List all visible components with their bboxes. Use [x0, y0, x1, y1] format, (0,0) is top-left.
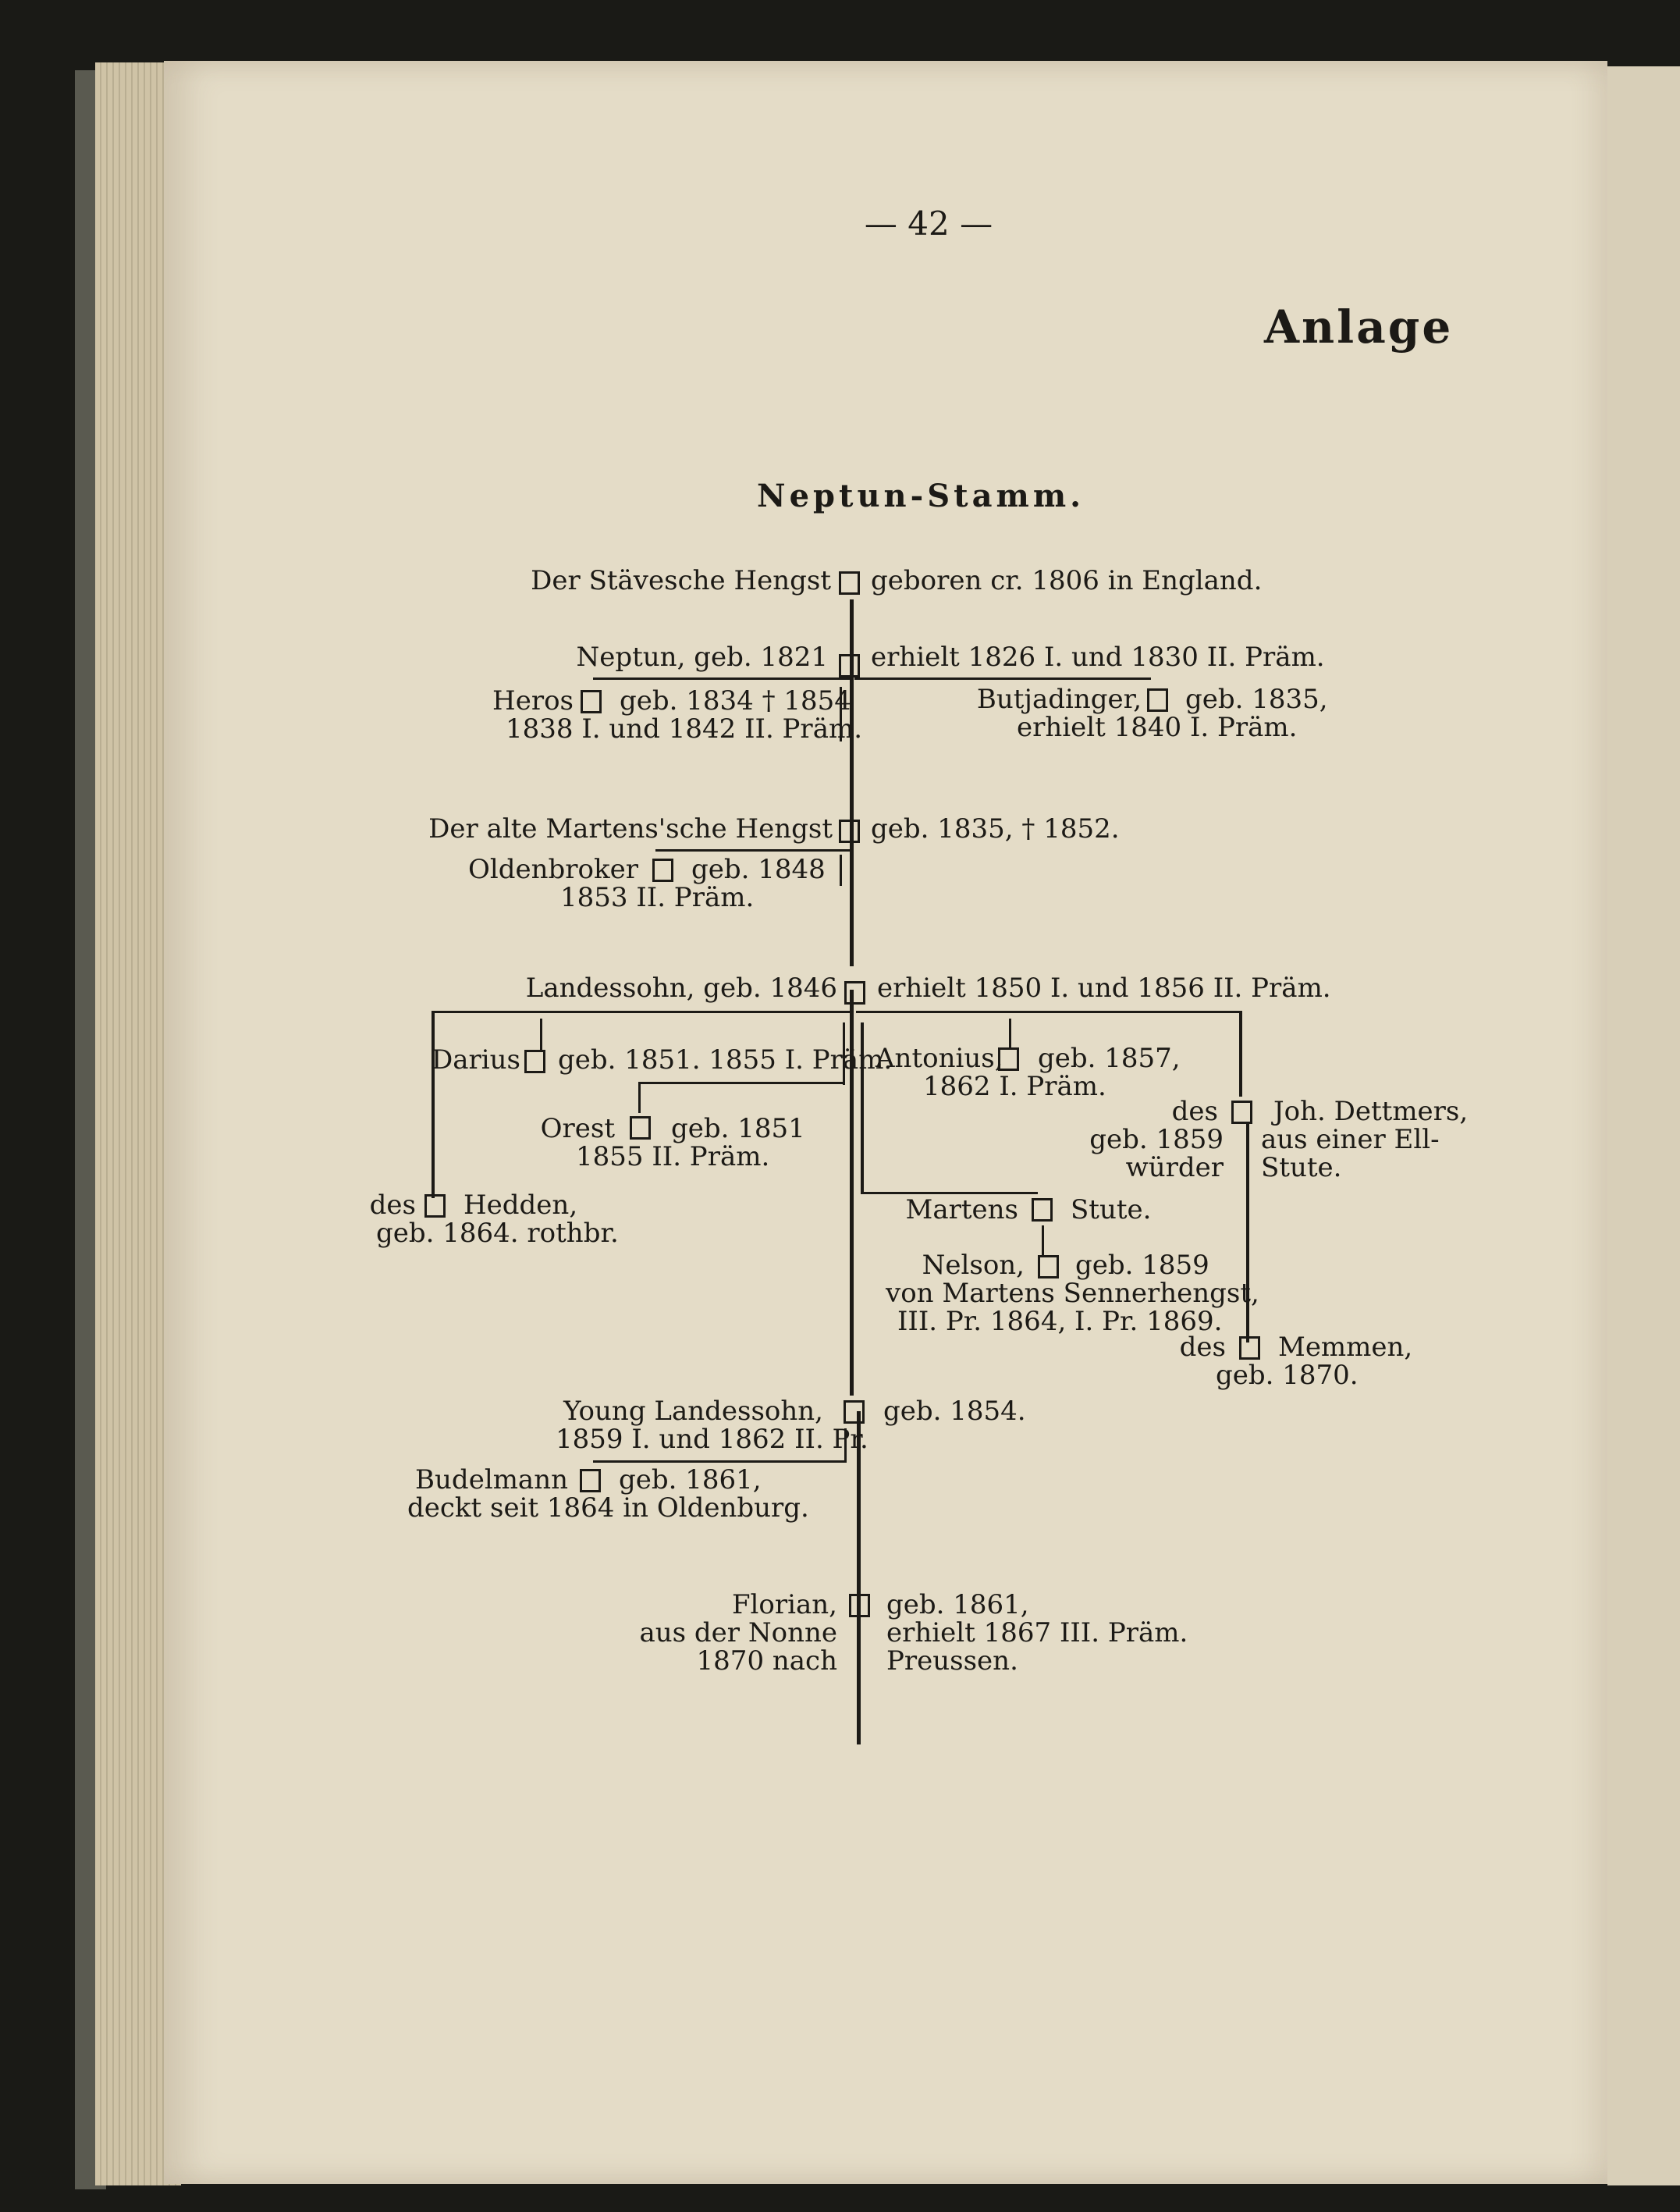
branch-line: [1246, 1124, 1249, 1342]
branch-line: [856, 1011, 1242, 1013]
florian-premium: erhielt 1867 III. Präm.: [886, 1617, 1188, 1648]
branch-line: [433, 1011, 851, 1013]
nelson-premium: III. Pr. 1864, I. Pr. 1869.: [897, 1306, 1223, 1337]
branch-line: [857, 1627, 861, 1744]
martens-stute-name: Martens: [905, 1194, 1018, 1225]
dettmers-wuerder: würder: [1125, 1152, 1224, 1183]
oldenbroker-premium: 1853 II. Präm.: [560, 882, 755, 913]
stallion-box: [839, 820, 860, 843]
antonius-premium: 1862 I. Präm.: [923, 1071, 1106, 1102]
young-landessohn-birth: geb. 1854.: [883, 1396, 1026, 1427]
antonius-name: Antonius,: [876, 1043, 1003, 1074]
stallion-box: [839, 571, 860, 595]
branch-line: [1239, 1011, 1242, 1097]
neptun-name: Neptun, geb. 1821: [576, 642, 828, 673]
hedden-info: geb. 1864. rothbr.: [376, 1218, 619, 1249]
next-page-edge: [1607, 66, 1680, 2185]
budelmann-birth: geb. 1861,: [619, 1464, 762, 1495]
stallion-box: [839, 654, 860, 677]
oldenbroker-name: Oldenbroker: [468, 854, 638, 885]
stallion-box: [581, 690, 602, 713]
staevesche-name: Der Stävesche Hengst: [531, 565, 831, 596]
memmen-birth: geb. 1870.: [1216, 1360, 1359, 1391]
florian-dam: aus der Nonne: [639, 1617, 837, 1648]
florian-destination: Preussen.: [886, 1645, 1018, 1677]
stallion-box: [630, 1116, 651, 1140]
branch-line: [1009, 1019, 1011, 1050]
stallion-box: [849, 1594, 870, 1617]
stallion-box: [844, 981, 865, 1005]
budelmann-info: deckt seit 1864 in Oldenburg.: [407, 1492, 809, 1524]
orest-name: Orest: [540, 1113, 615, 1144]
staevesche-info: geboren cr. 1806 in England.: [871, 565, 1263, 596]
dettmers-stute: Stute.: [1261, 1152, 1342, 1183]
stallion-box: [1147, 688, 1168, 712]
stallion-box: [1038, 1255, 1059, 1278]
dettmers-des: des: [1171, 1096, 1218, 1127]
branch-line: [638, 1082, 845, 1084]
landessohn-info: erhielt 1850 I. und 1856 II. Präm.: [877, 973, 1331, 1004]
martens-stute-label: Stute.: [1071, 1194, 1152, 1225]
branch-line: [540, 1019, 542, 1050]
memmen-des: des: [1179, 1332, 1226, 1363]
stallion-box: [844, 1400, 865, 1424]
landessohn-name: Landessohn, geb. 1846: [525, 973, 837, 1004]
heros-premium: 1838 I. und 1842 II. Präm.: [506, 713, 863, 745]
dettmers-name: Joh. Dettmers,: [1273, 1096, 1469, 1127]
stallion-box: [1032, 1198, 1053, 1222]
young-landessohn-name: Young Landessohn,: [563, 1396, 823, 1427]
pedigree-title: Neptun-Stamm.: [757, 478, 1085, 514]
page-number: — 42 —: [864, 204, 993, 243]
darius-info: geb. 1851. 1855 I. Präm.: [558, 1044, 893, 1076]
darius-name: Darius: [431, 1044, 520, 1076]
stallion-box: [652, 859, 673, 882]
orest-birth: geb. 1851: [671, 1113, 805, 1144]
nelson-name: Nelson,: [922, 1250, 1025, 1281]
florian-birth: geb. 1861,: [886, 1589, 1029, 1620]
dettmers-birth: geb. 1859: [1089, 1124, 1224, 1155]
heros-birth: geb. 1834 † 1854: [620, 685, 851, 717]
young-landessohn-premium: 1859 I. und 1862 II. Pr.: [556, 1424, 868, 1455]
butjadinger-birth: geb. 1835,: [1185, 684, 1328, 715]
hedden-des: des: [369, 1190, 416, 1221]
butjadinger-premium: erhielt 1840 I. Präm.: [1017, 712, 1298, 743]
branch-line: [854, 677, 1151, 680]
memmen-name: Memmen,: [1278, 1332, 1413, 1363]
dettmers-origin: aus einer Ell-: [1261, 1124, 1440, 1155]
antonius-birth: geb. 1857,: [1038, 1043, 1181, 1074]
martens-name: Der alte Martens'sche Hengst: [428, 813, 833, 845]
butjadinger-name: Butjadinger,: [976, 684, 1142, 715]
florian-year: 1870 nach: [696, 1645, 837, 1677]
stallion-box: [1231, 1101, 1252, 1124]
martens-info: geb. 1835, † 1852.: [871, 813, 1120, 845]
branch-line: [638, 1082, 641, 1113]
hedden-name: Hedden,: [464, 1190, 578, 1221]
florian-name: Florian,: [731, 1589, 837, 1620]
section-label: Anlage: [1264, 301, 1454, 354]
branch-line: [593, 1460, 847, 1463]
heros-name: Heros: [492, 685, 574, 717]
stallion-box: [580, 1469, 601, 1492]
neptun-info: erhielt 1826 I. und 1830 II. Präm.: [871, 642, 1325, 673]
branch-line: [593, 677, 851, 680]
nelson-sire: von Martens Sennerhengst,: [886, 1278, 1259, 1309]
branch-line: [432, 1011, 435, 1198]
oldenbroker-birth: geb. 1848: [691, 854, 826, 885]
stallion-box: [1239, 1336, 1260, 1360]
branch-line: [1042, 1225, 1044, 1257]
stallion-box: [424, 1194, 446, 1218]
orest-premium: 1855 II. Präm.: [576, 1141, 770, 1172]
branch-line: [840, 855, 842, 886]
budelmann-name: Budelmann: [415, 1464, 568, 1495]
nelson-birth: geb. 1859: [1075, 1250, 1209, 1281]
branch-line: [655, 849, 851, 852]
stallion-box: [524, 1050, 545, 1073]
